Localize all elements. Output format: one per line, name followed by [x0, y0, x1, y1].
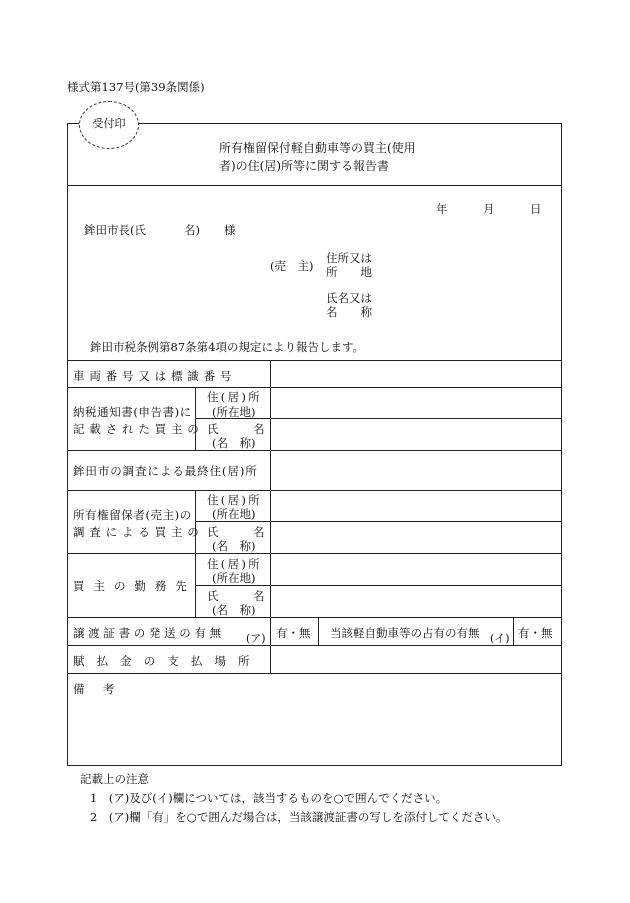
document-title-line2: 者)の住(居)所等に関する報告書: [219, 159, 390, 173]
seller-address-label-1: 住所又は: [326, 251, 372, 265]
note-1: 1 (ア)及び(イ)欄については，該当するものを○で囲んでください。: [90, 791, 448, 805]
tax-notice-address-field[interactable]: [271, 388, 561, 418]
notes-title: 記載上の注意: [80, 772, 149, 786]
document-title-line1: 所有権留保付軽自動車等の買主(使用: [219, 141, 416, 155]
possession-yes-no[interactable]: 有・無: [518, 626, 553, 640]
payment-place-label: 賦払金の支払場所: [73, 654, 262, 668]
date-day: 日: [530, 202, 542, 216]
tax-notice-label-1: 納税通知書(申告書)に: [73, 405, 192, 419]
note-2: 2 (ア)欄「有」を○で囲んだ場合は，当該譲渡証書の写しを添付してください。: [90, 810, 508, 824]
employer-name-field[interactable]: [271, 586, 561, 616]
seller-label: (売 主): [270, 259, 314, 273]
col-divider: [318, 617, 319, 645]
statement: 鉾田市税条例第87条第4項の規定により報告します。: [90, 340, 365, 354]
mark-a: (ア): [246, 632, 266, 645]
reserver-address-label-1: 住(居)所: [207, 493, 262, 507]
tax-notice-address-label-2: (所在地): [212, 405, 256, 419]
date-month: 月: [483, 202, 495, 216]
possession-label: 当該軽自動車等の占有の有無: [330, 626, 480, 640]
mark-i: (イ): [490, 632, 510, 645]
col-divider: [270, 617, 271, 645]
employer-name-label-2: (名 称): [212, 603, 256, 617]
vehicle-number-label: 車両番号又は標識番号: [73, 369, 237, 383]
employer-name-label-1: 氏 名: [207, 589, 265, 603]
addressee-honorific: 様: [224, 223, 236, 237]
tax-notice-name-label-2: (名 称): [212, 436, 256, 450]
employer-address-label-1: 住(居)所: [207, 557, 262, 571]
employer-label: 買主の勤務先: [73, 579, 196, 593]
vehicle-number-field[interactable]: [271, 362, 561, 387]
reserver-label-1: 所有権留保者(売主)の: [73, 508, 192, 522]
transfer-cert-yes-no[interactable]: 有・無: [276, 626, 311, 640]
col-divider: [513, 617, 514, 645]
tax-notice-name-label-1: 氏 名: [207, 422, 265, 436]
payment-place-field[interactable]: [271, 646, 561, 672]
reserver-address-field[interactable]: [271, 491, 561, 521]
reserver-name-field[interactable]: [271, 522, 561, 552]
col-divider: [195, 490, 196, 617]
seller-name-label-1: 氏名又は: [326, 291, 372, 305]
date-year: 年: [436, 202, 448, 216]
final-address-field[interactable]: [271, 451, 561, 489]
reserver-name-label-2: (名 称): [212, 539, 256, 553]
row-divider: [67, 617, 562, 618]
employer-address-field[interactable]: [271, 554, 561, 584]
final-address-label: 鉾田市の調査による最終住(居)所: [73, 464, 258, 478]
reserver-name-label-1: 氏 名: [207, 525, 265, 539]
reserver-address-label-2: (所在地): [212, 507, 256, 521]
addressee-name-suffix: 名): [184, 223, 200, 237]
tax-notice-address-label-1: 住(居)所: [207, 390, 262, 404]
tax-notice-label-2: 記載された買主の: [73, 422, 204, 436]
col-divider: [195, 387, 196, 450]
addressee-prefix: 鉾田市長(氏: [84, 223, 146, 237]
employer-address-label-2: (所在地): [212, 571, 256, 585]
form-number: 様式第137号(第39条関係): [67, 80, 205, 94]
seller-name-label-2: 名 称: [326, 305, 372, 319]
reception-stamp-label: 受付印: [83, 115, 135, 131]
remarks-field[interactable]: [68, 674, 561, 765]
tax-notice-name-field[interactable]: [271, 419, 561, 449]
remarks-label: 備 考: [73, 682, 118, 696]
seller-address-label-2: 所 地: [326, 265, 372, 279]
transfer-cert-label: 譲渡証書の発送の有無: [73, 626, 225, 640]
reserver-label-2: 調査による買主の: [73, 525, 204, 539]
